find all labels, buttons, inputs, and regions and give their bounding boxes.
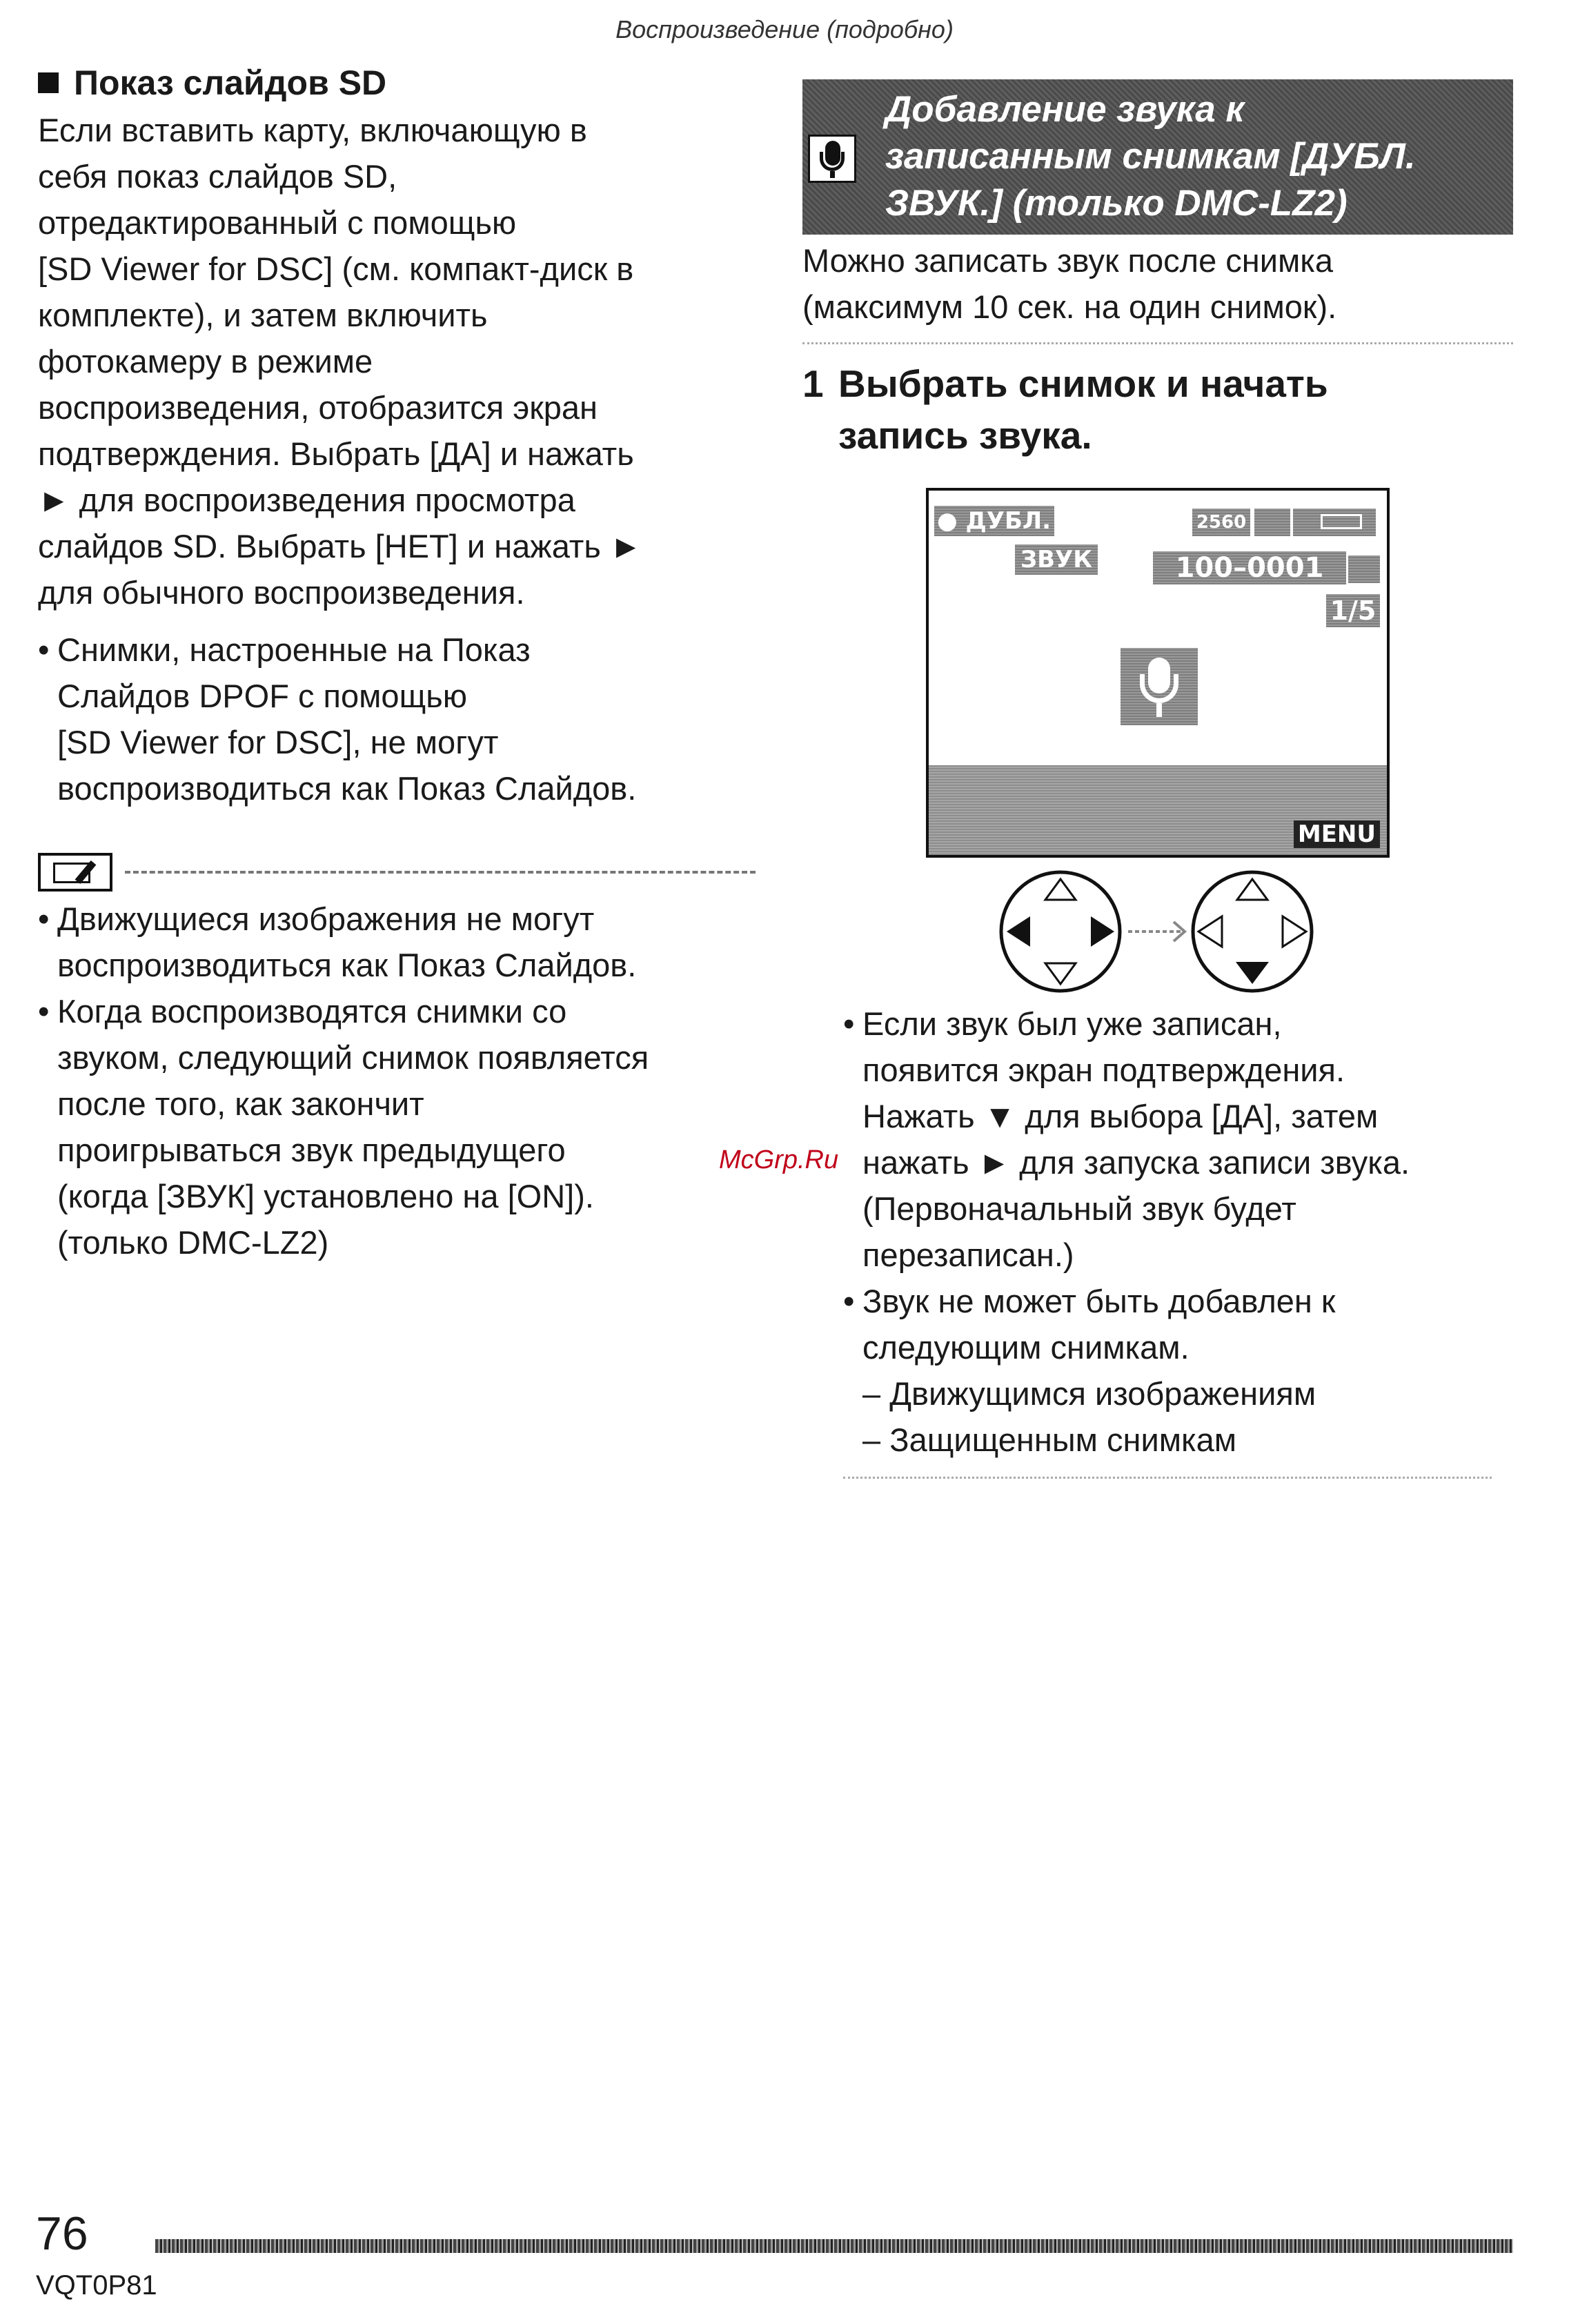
right-column bbox=[802, 79, 1520, 462]
left-column bbox=[38, 59, 756, 1266]
section-title-sd-slideshow: Показ слайдов SD bbox=[38, 59, 756, 107]
battery-icon bbox=[1293, 509, 1376, 536]
note-separator bbox=[38, 851, 756, 893]
list-item: • Звук не может быть добавлен к следующим снимкам. – Движущимся изображениям – Защищенным снимкам bbox=[843, 1278, 1526, 1463]
footer-bar bbox=[155, 2239, 1513, 2253]
note-icon bbox=[38, 853, 112, 892]
page-number: 76 bbox=[36, 2207, 88, 2260]
nav-pad-diagram bbox=[997, 868, 1328, 996]
list-item: • Если звук был уже записан, появится экран подтверждения. Нажать ▼ для выбора [ДА], затем нажать ► для запуска записи звука. (Первоначальный звук будет перезаписан.) bbox=[843, 1001, 1526, 1278]
audio-dub-banner bbox=[802, 79, 1513, 235]
microphone-icon bbox=[808, 135, 856, 183]
audio-dub-intro: Можно записать звук после снимка (максимум 10 сек. на один снимок). bbox=[802, 242, 1337, 325]
camera-lcd-screen bbox=[926, 488, 1390, 858]
banner-title: Добавление звука к записанным снимкам [ДУБЛ. ЗВУК.] (только DMC-LZ2) bbox=[885, 89, 1416, 224]
dotted-divider bbox=[843, 1477, 1492, 1479]
menu-label: MENU bbox=[1294, 820, 1380, 848]
dotted-divider bbox=[802, 342, 1513, 344]
square-bullet-icon bbox=[38, 72, 59, 93]
note-bullet-list bbox=[38, 896, 756, 1266]
resolution-badge: 2560 bbox=[1192, 509, 1250, 536]
quality-icon bbox=[1254, 509, 1290, 536]
dashed-divider bbox=[125, 871, 756, 874]
sound-label: ЗВУК bbox=[1015, 544, 1098, 575]
nav-pad-left bbox=[1001, 872, 1120, 991]
image-counter: 1/5 bbox=[1326, 594, 1380, 627]
dpof-bullet-list bbox=[38, 627, 756, 811]
nav-pad-right bbox=[1193, 872, 1312, 991]
page-header: Воспроизведение (подробно) bbox=[615, 15, 954, 43]
watermark: McGrp.Ru bbox=[719, 1145, 839, 1174]
sd-slideshow-intro: Если вставить карту, включающую в себя показ слайдов SD, отредактированный с помощью [SD Viewer for DSC] (см. компакт-диск в комплекте), и затем включить фотокамеру в режиме воспроизведения, отобразится экран подтверждения. Выбрать [ДА] и нажать ► для воспроизведения просмотра слайдов SD. Выбрать [НЕТ] и нажать ► для обычного воспроизведения. bbox=[38, 112, 642, 611]
audio-dub-bullets bbox=[843, 1001, 1526, 1463]
list-item: • Когда воспроизводятся снимки со звуком, следующий снимок появляется после того, как закончит проигрываться звук предыдущего (когда [ЗВУК] установлено на [ON]). (только DMC-LZ2) bbox=[38, 988, 756, 1266]
step-number: 1 bbox=[802, 362, 824, 405]
list-item: • Снимки, настроенные на Показ Слайдов DPOF с помощью [SD Viewer for DSC], не могут воспроизводиться как Показ Слайдов. bbox=[38, 627, 756, 811]
dub-label: ● ДУБЛ. bbox=[934, 506, 1054, 536]
microphone-icon bbox=[1121, 648, 1198, 725]
document-code: VQT0P81 bbox=[36, 2270, 157, 2301]
microphone-icon: ● bbox=[937, 507, 958, 535]
step-1 bbox=[802, 358, 1520, 462]
screen-bottom-band bbox=[929, 765, 1387, 855]
step-text: Выбрать снимок и начать запись звука. bbox=[838, 362, 1328, 457]
transition-arrow-icon bbox=[1128, 922, 1185, 941]
file-number: 100–0001 bbox=[1153, 551, 1346, 584]
right-bullet-section bbox=[843, 1001, 1526, 1479]
memory-card-icon bbox=[1348, 555, 1380, 583]
list-item: • Движущиеся изображения не могут воспроизводиться как Показ Слайдов. bbox=[38, 896, 756, 988]
